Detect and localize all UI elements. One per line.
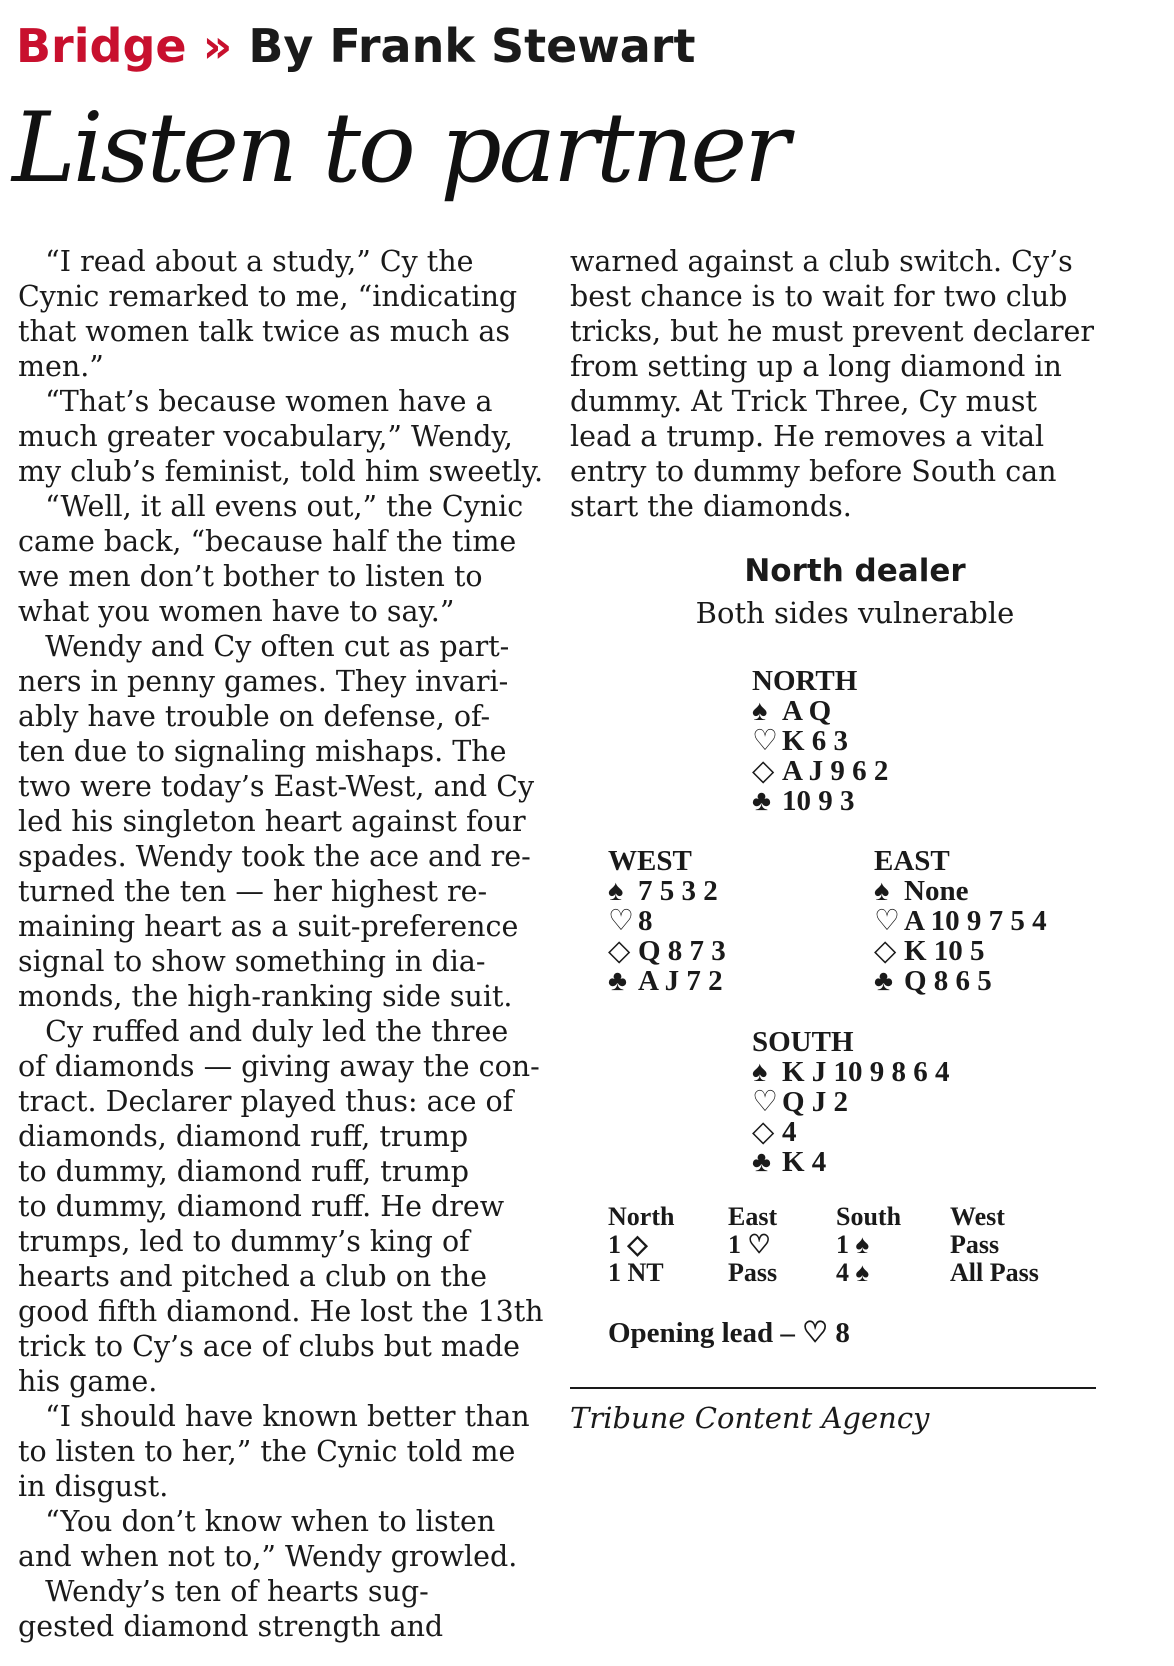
- article-line: lead a trump. He removes a vital: [570, 420, 1045, 453]
- auction-bid: 1 NT: [608, 1258, 664, 1287]
- article-line: hearts and pitched a club on the: [18, 1260, 487, 1293]
- auction-bid: Pass: [728, 1258, 778, 1287]
- article-line: entry to dummy before South can: [570, 455, 1057, 488]
- article-line: his game.: [18, 1365, 158, 1398]
- diamond-icon: ◇: [752, 1116, 775, 1148]
- south-clubs: K 4: [782, 1146, 827, 1178]
- article-line: “I read about a study,” Cy the: [18, 245, 474, 278]
- auction-header: East: [728, 1202, 778, 1231]
- credit-line: Tribune Content Agency: [570, 1401, 930, 1435]
- north-clubs: 10 9 3: [782, 785, 855, 817]
- article-line: tract. Declarer played thus: ace of: [18, 1085, 514, 1118]
- south-hearts: Q J 2: [782, 1086, 849, 1118]
- auction-bid: All Pass: [950, 1258, 1039, 1287]
- spade-icon: ♠: [608, 875, 624, 907]
- auction-column-east: [728, 1203, 777, 1287]
- auction-header: South: [836, 1202, 902, 1231]
- column-header: [16, 18, 695, 74]
- article-line: start the diamonds.: [570, 490, 852, 523]
- auction-column-west: [950, 1203, 1039, 1287]
- diamond-icon: ◇: [752, 755, 775, 787]
- auction-column-south: [836, 1203, 901, 1287]
- north-spades: A Q: [782, 695, 832, 727]
- seat-label: WEST: [608, 845, 692, 877]
- club-icon: ♣: [752, 1146, 772, 1178]
- hand-east: [874, 846, 1047, 996]
- article-line: diamonds, diamond ruff, trump: [18, 1120, 469, 1153]
- article-line: and when not to,” Wendy growled.: [18, 1540, 518, 1573]
- article-line: best chance is to wait for two club: [570, 280, 1068, 313]
- auction-header: West: [950, 1202, 1005, 1231]
- article-line: Cy ruffed and duly led the three: [18, 1015, 509, 1048]
- auction-bid: Pass: [950, 1230, 1000, 1259]
- article-line: “I should have known better than: [18, 1400, 530, 1433]
- article-line: that women talk twice as much as: [18, 315, 510, 348]
- hand-north: [752, 666, 888, 816]
- spade-icon: ♠: [752, 1056, 768, 1088]
- south-spades: K J 10 9 8 6 4: [782, 1056, 950, 1088]
- heart-icon: ♡: [752, 725, 778, 757]
- section-kicker: Bridge »: [16, 19, 233, 73]
- auction-header: North: [608, 1202, 675, 1231]
- hand-west: [608, 846, 726, 996]
- west-hearts: 8: [638, 905, 653, 937]
- article-line: of diamonds — giving away the con-: [18, 1050, 540, 1083]
- article-title: Listen to partner: [12, 92, 788, 204]
- north-diamonds: A J 9 6 2: [782, 755, 889, 787]
- article-line: maining heart as a suit-preference: [18, 910, 519, 943]
- auction-bid: 1 ♡: [728, 1230, 771, 1259]
- seat-label: SOUTH: [752, 1026, 854, 1058]
- club-icon: ♣: [752, 785, 772, 817]
- article-line: led his singleton heart against four: [18, 805, 526, 838]
- diamond-icon: ◇: [874, 935, 897, 967]
- article-line: trumps, led to dummy’s king of: [18, 1225, 470, 1258]
- heart-icon: ♡: [874, 905, 900, 937]
- article-line: good fifth diamond. He lost the 13th: [18, 1295, 544, 1328]
- article-line: “You don’t know when to listen: [18, 1505, 496, 1538]
- auction-bid: 4 ♠: [836, 1258, 870, 1287]
- deal-vulnerability: Both sides vulnerable: [695, 596, 1015, 630]
- divider: [570, 1387, 1096, 1389]
- byline: By Frank Stewart: [248, 19, 696, 73]
- article-line: from setting up a long diamond in: [570, 350, 1062, 383]
- north-hearts: K 6 3: [782, 725, 849, 757]
- article-line: tricks, but he must prevent declarer: [570, 315, 1094, 348]
- article-line: ably have trouble on defense, of-: [18, 700, 491, 733]
- article-line: to dummy, diamond ruff, trump: [18, 1155, 469, 1188]
- article-line: ten due to signaling mishaps. The: [18, 735, 507, 768]
- heart-icon: ♡: [608, 905, 634, 937]
- article-line: monds, the high-ranking side suit.: [18, 980, 513, 1013]
- hand-south: [752, 1027, 950, 1177]
- seat-label: NORTH: [752, 665, 858, 697]
- heart-icon: ♡: [752, 1086, 778, 1118]
- east-clubs: Q 8 6 5: [904, 965, 992, 997]
- article-line: turned the ten — her highest re-: [18, 875, 488, 908]
- opening-lead: Opening lead – ♡ 8: [608, 1317, 850, 1349]
- article-line: ners in penny games. They invari-: [18, 665, 509, 698]
- article-line: to listen to her,” the Cynic told me: [18, 1435, 516, 1468]
- article-line: two were today’s East-West, and Cy: [18, 770, 535, 803]
- club-icon: ♣: [608, 965, 628, 997]
- article-line: in disgust.: [18, 1470, 169, 1503]
- article-line: came back, “because half the time: [18, 525, 517, 558]
- article-line: Wendy and Cy often cut as part-: [18, 630, 510, 663]
- west-clubs: A J 7 2: [638, 965, 723, 997]
- article-line: dummy. At Trick Three, Cy must: [570, 385, 1037, 418]
- article-line: Wendy’s ten of hearts sug-: [18, 1575, 429, 1608]
- seat-label: EAST: [874, 845, 950, 877]
- south-diamonds: 4: [782, 1116, 797, 1148]
- auction-bid: 1 ◇: [608, 1230, 648, 1259]
- spade-icon: ♠: [752, 695, 768, 727]
- auction-column-north: [608, 1203, 674, 1287]
- article-line: we men don’t bother to listen to: [18, 560, 483, 593]
- article-column-right: [570, 244, 1100, 524]
- article-line: Cynic remarked to me, “indicating: [18, 280, 518, 313]
- article-line: warned against a club switch. Cy’s: [570, 245, 1073, 278]
- spade-icon: ♠: [874, 875, 890, 907]
- article-line: men.”: [18, 350, 104, 383]
- auction-bid: 1 ♠: [836, 1230, 870, 1259]
- article-line: much greater vocabulary,” Wendy,: [18, 420, 513, 453]
- article-line: trick to Cy’s ace of clubs but made: [18, 1330, 521, 1363]
- east-diamonds: K 10 5: [904, 935, 985, 967]
- article-line: signal to show something in dia-: [18, 945, 486, 978]
- diamond-icon: ◇: [608, 935, 631, 967]
- east-spades: None: [904, 875, 969, 907]
- article-line: to dummy, diamond ruff. He drew: [18, 1190, 505, 1223]
- article-line: what you women have to say.”: [18, 595, 455, 628]
- east-hearts: A 10 9 7 5 4: [904, 905, 1047, 937]
- article-line: gested diamond strength and: [18, 1610, 444, 1643]
- deal-dealer: North dealer: [744, 553, 966, 589]
- west-spades: 7 5 3 2: [638, 875, 718, 907]
- west-diamonds: Q 8 7 3: [638, 935, 726, 967]
- club-icon: ♣: [874, 965, 894, 997]
- article-line: my club’s feminist, told him sweetly.: [18, 455, 544, 488]
- article-line: spades. Wendy took the ace and re-: [18, 840, 531, 873]
- article-line: “Well, it all evens out,” the Cynic: [18, 490, 524, 523]
- article-line: “That’s because women have a: [18, 385, 493, 418]
- article-column-left: [18, 244, 548, 1644]
